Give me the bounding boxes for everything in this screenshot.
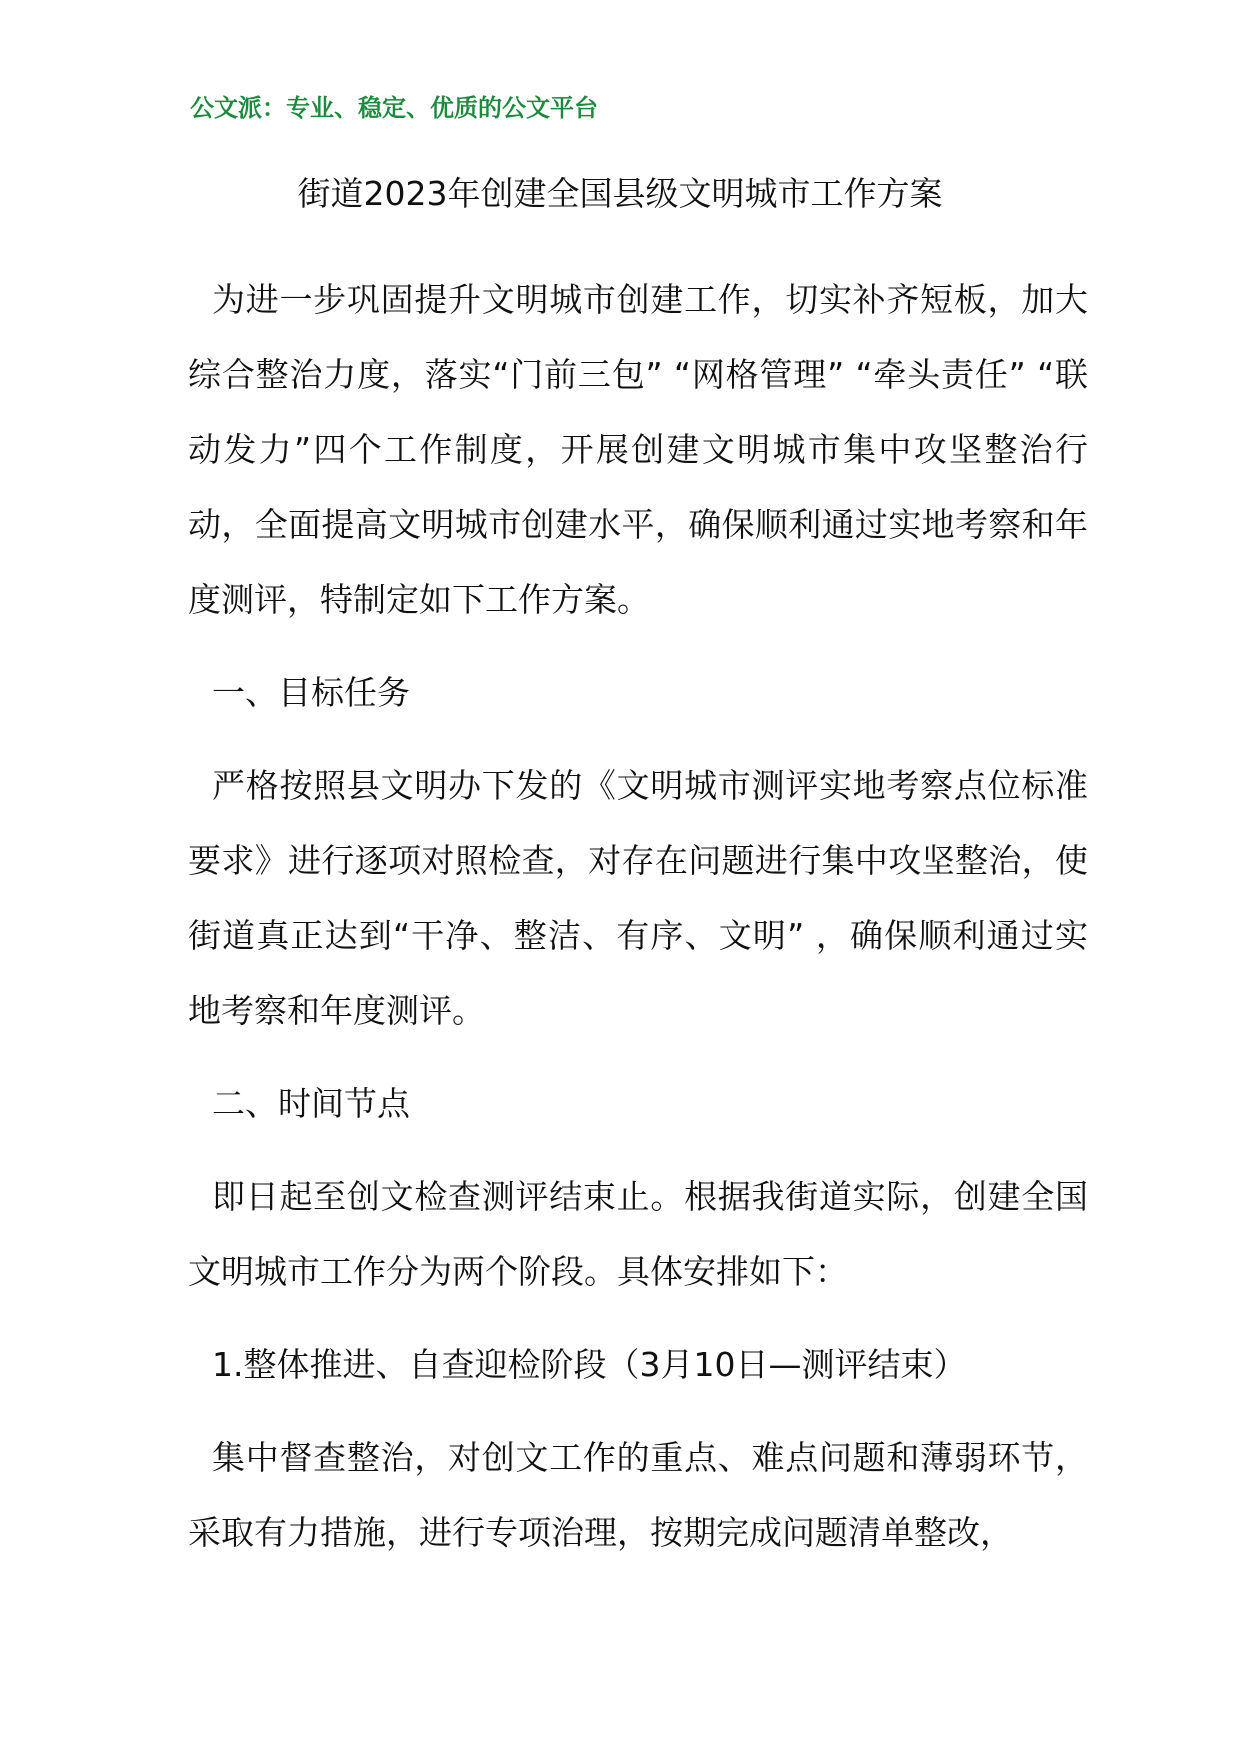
spacer (188, 1141, 1088, 1159)
stage1-paragraph: 集中督查整治，对创文工作的重点、难点问题和薄弱环节，采取有力措施，进行专项治理，按期完成问题清单整改， (188, 1438, 1088, 1552)
spacer (188, 730, 1088, 748)
watermark-header: 公文派：专业、稳定、优质的公文平台 (190, 94, 598, 122)
document-title: 街道2023年创建全国县级文明城市工作方案 (297, 174, 943, 213)
spacer (188, 637, 1088, 655)
timeline-paragraph: 即日起至创文检查测评结束止。根据我街道实际，创建全国文明城市工作分为两个阶段。具体安排如下： (188, 1177, 1088, 1291)
goals-paragraph: 严格按照县文明办下发的《文明城市测评实地考察点位标准要求》进行逐项对照检查，对存在问题进行集中攻坚整治，使街道真正达到“干净、整洁、有序、文明” ，确保顺利通过实地考察和年度测评。 (188, 766, 1088, 1030)
stage-heading-1: 1.整体推进、自查迎检阶段（3月10日—测评结束） (212, 1345, 967, 1384)
section-heading-timeline: 二、时间节点 (212, 1084, 410, 1123)
spacer (188, 1309, 1088, 1327)
document-body (188, 262, 1088, 1570)
intro-paragraph: 为进一步巩固提升文明城市创建工作，切实补齐短板，加大综合整治力度，落实“门前三包” “网格管理” “牵头责任” “联动发力”四个工作制度，开展创建文明城市集中攻坚整治行动，全面提高文明城市创建水平，确保顺利通过实地考察和年度测评，特制定如下工作方案。 (188, 280, 1088, 619)
spacer (188, 1402, 1088, 1420)
spacer (188, 1048, 1088, 1066)
section-heading-goals: 一、目标任务 (212, 673, 410, 712)
